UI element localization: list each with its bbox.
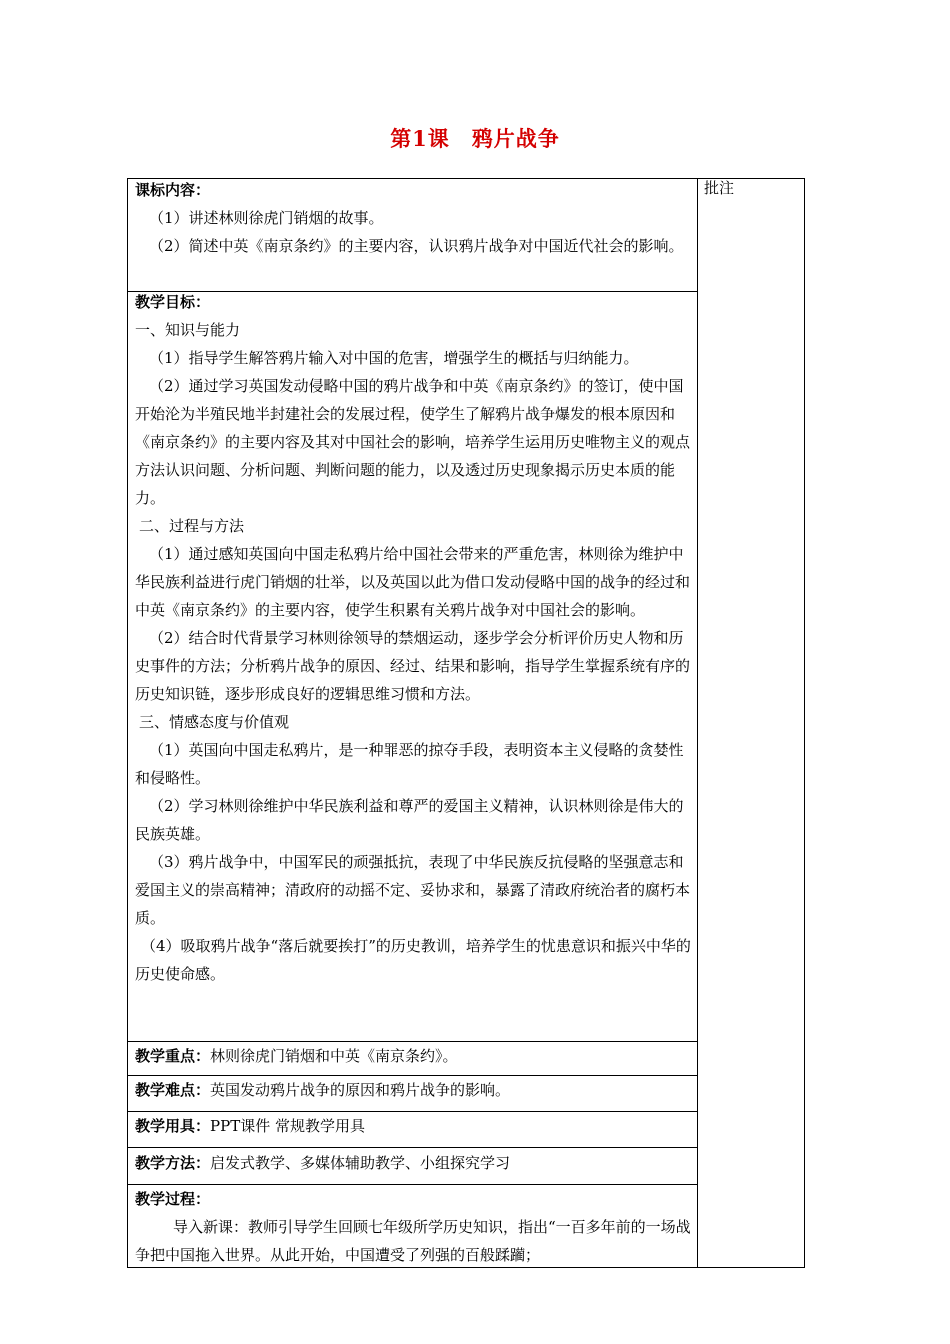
tools-label: 教学用具： (135, 1117, 211, 1135)
emotion-item: （4）吸取鸦片战争“落后就要挨打”的历史教训，培养学生的忧患意识和振兴中华的历史使命感。 (135, 937, 691, 983)
emotion-item: （3）鸦片战争中，中国军民的顽强抵抗，表现了中华民族反抗侵略的坚强意志和爱国主义的崇高精神；清政府的动摇不定、妥协求和，暴露了清政府统治者的腐朽本质。 (135, 853, 691, 927)
knowledge-item: （1）指导学生解答鸦片输入对中国的危害，增强学生的概括与归纳能力。 (149, 349, 639, 367)
emotion-item: （1）英国向中国走私鸦片，是一种罪恶的掠夺手段，表明资本主义侵略的贪婪性和侵略性。 (135, 741, 684, 787)
standards-section (127, 176, 697, 260)
knowledge-heading: 一、知识与能力 (135, 321, 241, 339)
standards-item: （2）简述中英《南京条约》的主要内容，认识鸦片战争对中国近代社会的影响。 (149, 237, 684, 255)
key-points-text: 林则徐虎门销烟和中英《南京条约》。 (210, 1047, 458, 1065)
difficulties-label: 教学难点： (135, 1081, 211, 1099)
emotion-item: （2）学习林则徐维护中华民族利益和尊严的爱国主义精神，认识林则徐是伟大的民族英雄。 (135, 797, 684, 843)
page-title: 第1课 鸦片战争 (390, 126, 560, 151)
process-method-heading: 二、过程与方法 (139, 517, 245, 535)
process-method-item: （1）通过感知英国向中国走私鸦片给中国社会带来的严重危害，林则徐为维护中华民族利益进行虎门销烟的壮举，以及英国以此为借口发动侵略中国的战争的经过和中英《南京条约》的主要内容，使学生积累有关鸦片战争对中国社会的影响。 (135, 545, 691, 619)
objectives-section (127, 288, 697, 988)
emotion-heading: 三、情感态度与价值观 (139, 713, 290, 731)
tools-row (127, 1112, 697, 1140)
key-points-row (127, 1042, 697, 1070)
row-divider (127, 1147, 697, 1148)
process-method-item: （2）结合时代背景学习林则徐领导的禁烟运动，逐步学会分析评价历史人物和历史事件的方法；分析鸦片战争的原因、经过、结果和影响，指导学生掌握系统有序的历史知识链，逐步形成良好的逻辑思维习惯和方法。 (135, 629, 691, 703)
methods-row (127, 1149, 697, 1177)
notes-column-divider (697, 178, 698, 1268)
standards-item: （1）讲述林则徐虎门销烟的故事。 (149, 209, 384, 227)
process-heading: 教学过程： (135, 1190, 211, 1208)
standards-heading: 课标内容： (135, 181, 211, 199)
process-intro-text: 导入新课：教师引导学生回顾七年级所学历史知识，指出“一百多年前的一场战争把中国拖入世界。从此开始，中国遭受了列强的百般蹂躏； (135, 1218, 691, 1264)
methods-label: 教学方法： (135, 1154, 211, 1172)
tools-text: PPT课件 常规教学用具 (210, 1117, 365, 1135)
objectives-heading: 教学目标： (135, 293, 211, 311)
key-points-label: 教学重点： (135, 1047, 211, 1065)
difficulties-text: 英国发动鸦片战争的原因和鸦片战争的影响。 (210, 1081, 511, 1099)
knowledge-item: （2）通过学习英国发动侵略中国的鸦片战争和中英《南京条约》的签订，使中国开始沦为半殖民地半封建社会的发展过程，使学生了解鸦片战争爆发的根本原因和《南京条约》的主要内容及其对中国社会的影响，培养学生运用历史唯物主义的观点方法认识问题、分析问题、判断问题的能力，以及透过历史现象揭示历史本质的能力。 (135, 377, 691, 507)
process-section (127, 1185, 697, 1269)
methods-text: 启发式教学、多媒体辅助教学、小组探究学习 (210, 1154, 511, 1172)
difficulties-row (127, 1076, 697, 1104)
notes-column-label: 批注 (704, 179, 735, 197)
